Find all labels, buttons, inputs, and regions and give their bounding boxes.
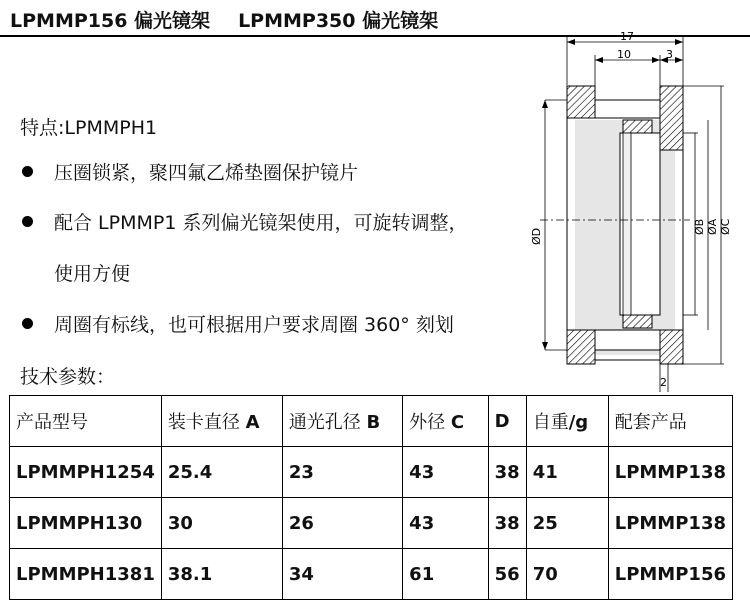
cell-a: 30 (161, 498, 282, 549)
dim-oa: ØA (706, 218, 719, 235)
dim-ob: ØB (693, 218, 706, 235)
bullet-dot (22, 318, 33, 329)
cell-d: 38 (488, 498, 526, 549)
table-row (10, 447, 733, 498)
feature-item-2-continued: 使用方便 (54, 263, 131, 285)
dim-oc: ØC (719, 218, 732, 235)
bullet-dot (22, 216, 33, 227)
feature-item-3: 周圈有标线，也可根据用户要求周圈 360° 刻划 (54, 314, 454, 336)
dim-inner: 10 (617, 48, 631, 61)
technical-drawing (520, 30, 745, 395)
specs-table (9, 395, 733, 600)
feature-item-1: 压圈锁紧，聚四氟乙烯垫圈保护镜片 (54, 162, 359, 184)
dim-lip: 3 (666, 48, 673, 61)
title-lpmmp350: LPMMP350 偏光镜架 (238, 10, 439, 32)
cell-d: 38 (488, 447, 526, 498)
cell-c: 61 (403, 549, 488, 600)
feature-item-2: 配合 LPMMP1 系列偏光镜架使用，可旋转调整， (54, 212, 468, 234)
cell-weight: 70 (526, 549, 608, 600)
cell-c: 43 (403, 498, 488, 549)
col-header-model: 产品型号 (10, 396, 162, 447)
cell-matching: LPMMP138 (608, 498, 732, 549)
cell-matching: LPMMP156 (608, 549, 732, 600)
cell-a: 38.1 (161, 549, 282, 600)
page-title (10, 6, 438, 33)
cell-b: 34 (282, 549, 402, 600)
cell-matching: LPMMP138 (608, 447, 732, 498)
specs-heading: 技术参数： (20, 366, 116, 388)
col-header-weight: 自重/g (526, 396, 608, 447)
dim-od: ØD (530, 227, 543, 245)
bullet-dot (22, 166, 33, 177)
cell-d: 56 (488, 549, 526, 600)
col-header-matching: 配套产品 (608, 396, 732, 447)
cell-c: 43 (403, 447, 488, 498)
cell-weight: 41 (526, 447, 608, 498)
features-heading: 特点:LPMMPH1 (20, 117, 158, 139)
title-lpmmp156: LPMMP156 偏光镜架 (10, 10, 211, 32)
col-header-a: 装卡直径 A (161, 396, 282, 447)
dim-total: 17 (620, 30, 634, 43)
col-header-b: 通光孔径 B (282, 396, 402, 447)
cell-weight: 25 (526, 498, 608, 549)
cell-a: 25.4 (161, 447, 282, 498)
table-header-row (10, 396, 733, 447)
dim-thickness: 2 (660, 376, 667, 389)
cell-b: 26 (282, 498, 402, 549)
cell-b: 23 (282, 447, 402, 498)
cell-model: LPMMPH1381 (10, 549, 162, 600)
col-header-c: 外径 C (403, 396, 488, 447)
table-row (10, 498, 733, 549)
cell-model: LPMMPH130 (10, 498, 162, 549)
col-header-d: D (488, 396, 526, 447)
cell-model: LPMMPH1254 (10, 447, 162, 498)
table-row (10, 549, 733, 600)
